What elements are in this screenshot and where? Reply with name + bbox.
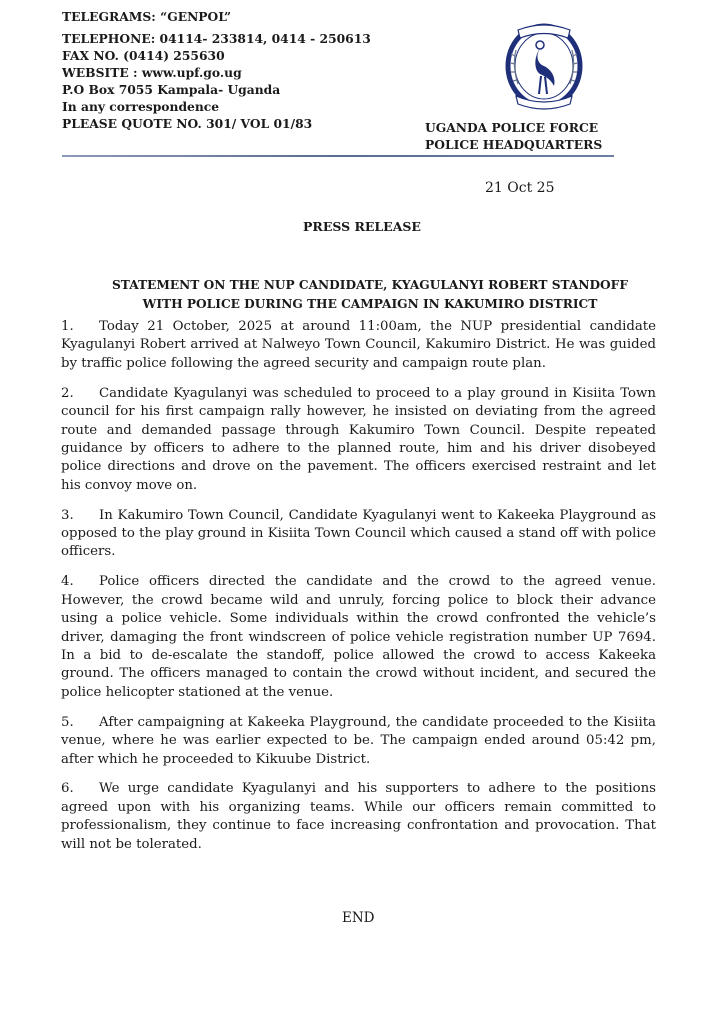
telegrams-line: TELEGRAMS: “GENPOL”	[62, 9, 232, 24]
paragraph-number: 1.	[61, 319, 74, 334]
correspondence-line: In any correspondence	[62, 99, 220, 114]
telephone-line: TELEPHONE: 04114- 233814, 0414 - 250613	[62, 31, 371, 46]
quote-reference-line: PLEASE QUOTE NO. 301/ VOL 01/83	[62, 116, 313, 131]
end-marker: END	[342, 910, 375, 926]
organization-unit: POLICE HEADQUARTERS	[425, 137, 603, 152]
organization-name: UGANDA POLICE FORCE	[425, 120, 599, 135]
po-box-line: P.O Box 7055 Kampala- Uganda	[62, 82, 281, 97]
paragraph-number: 6.	[61, 781, 74, 797]
letterhead-contact-block	[62, 8, 371, 132]
paragraph-6	[61, 780, 656, 854]
paragraph-text: Today 21 October, 2025 at around 11:00am, the NUP presidential candidate Kyagulanyi Robert arrived at Nalweyo Town Council, Kakumiro District. He was guided by traffic police following the agreed security and campaign route plan.	[61, 319, 656, 371]
paragraph-5	[61, 714, 656, 769]
paragraph-number: 4.	[61, 574, 74, 590]
statement-title-line-2: WITH POLICE DURING THE CAMPAIGN IN KAKUMIRO DISTRICT	[142, 297, 598, 311]
paragraph-text: We urge candidate Kyagulanyi and his supporters to adhere to the positions agreed upon with his organizing teams. While our officers remain committed to professionalism, they continue to face increasing confrontation and provocation. That will not be tolerated.	[61, 781, 656, 852]
organization-block	[425, 119, 602, 153]
paragraph-3	[61, 507, 656, 562]
paragraph-1	[61, 318, 656, 373]
paragraph-2	[61, 385, 656, 495]
statement-title	[60, 276, 680, 314]
paragraph-text: After campaigning at Kakeeka Playground, the candidate proceeded to the Kisiita venue, where he was earlier expected to be. The campaign ended around 05:42 pm, after which he proceeded to Kikuube District.	[61, 714, 656, 767]
paragraph-text: Police officers directed the candidate and the crowd to the agreed venue. However, the crowd became wild and unruly, forcing police to block their advance using a police vehicle. Some individuals within the crowd confronted the vehicle’s driver, damaging the front windscreen of police vehicle registration number UP 7694. In a bid to de-escalate the standoff, police allowed the crowd to access Kakeeka ground. The officers managed to contain the crowd without incident, and secured the police helicopter stationed at the venue.	[61, 574, 656, 700]
press-release-heading: PRESS RELEASE	[303, 219, 421, 234]
letterhead-divider	[62, 155, 614, 157]
paragraph-number: 3.	[61, 507, 74, 523]
paragraph-text: In Kakumiro Town Council, Candidate Kyagulanyi went to Kakeeka Playground as opposed to the play ground in Kisiita Town Council which caused a stand off with police officers.	[61, 507, 656, 560]
release-date: 21 Oct 25	[485, 180, 555, 196]
paragraph-4	[61, 573, 656, 702]
fax-line: FAX NO. (0414) 255630	[62, 48, 225, 63]
paragraph-number: 5.	[61, 714, 74, 730]
statement-body	[61, 318, 656, 866]
police-crest-icon	[502, 20, 586, 112]
paragraph-number: 2.	[61, 385, 74, 401]
website-line: WEBSITE : www.upf.go.ug	[62, 65, 242, 80]
paragraph-text: Candidate Kyagulanyi was scheduled to proceed to a play ground in Kisiita Town council for his first campaign rally however, he insisted on deviating from the agreed route and demanded passage through Kakumiro Town Council. Despite repeated guidance by officers to adhere to the planned route, him and his driver disobeyed police directions and drove on the pavement. The officers exercised restraint and let his convoy move on.	[61, 385, 656, 493]
statement-title-line-1: STATEMENT ON THE NUP CANDIDATE, KYAGULANYI ROBERT STANDOFF	[112, 278, 628, 292]
